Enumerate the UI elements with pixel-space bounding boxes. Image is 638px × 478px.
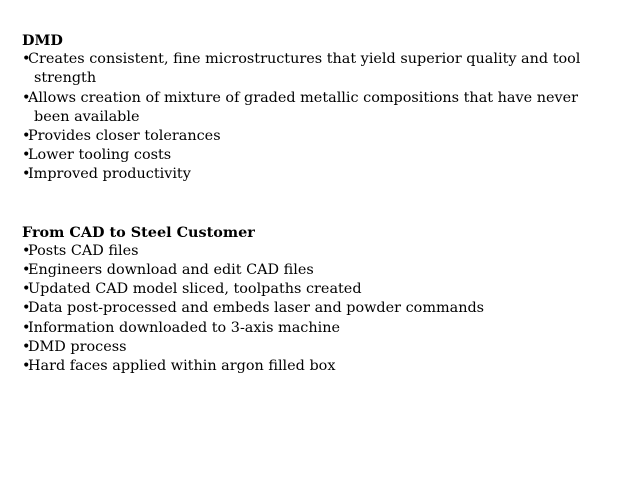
bullet-text: Hard faces applied within argon filled box (28, 358, 336, 375)
bullet-text (28, 89, 628, 127)
bullet-text: Information downloaded to 3-axis machine (28, 319, 340, 336)
section-heading: From CAD to Steel Customer (22, 223, 255, 241)
bullet-icon: • (22, 242, 31, 259)
list-item (22, 338, 628, 357)
bullet-text: Lower tooling costs (28, 147, 172, 164)
list-item (22, 357, 628, 376)
bullet-text (28, 50, 628, 88)
section-heading: DMD (22, 32, 63, 49)
bullet-icon: • (22, 262, 31, 279)
list-item (22, 127, 628, 146)
bullet-list (22, 50, 628, 184)
list-item (22, 50, 628, 88)
bullet-list (22, 242, 628, 376)
bullet-icon: • (22, 338, 31, 355)
bullet-line: Allows creation of mixture of graded metallic compositions that have never (28, 89, 579, 106)
bullet-text: Updated CAD model sliced, toolpaths created (28, 281, 362, 298)
bullet-icon: • (22, 319, 31, 336)
list-item (22, 146, 628, 165)
bullet-text: Improved productivity (28, 166, 191, 183)
bullet-text: Engineers download and edit CAD files (28, 262, 314, 279)
bullet-icon: • (22, 147, 31, 164)
list-item (22, 280, 628, 299)
list-item (22, 319, 628, 338)
list-item (22, 89, 628, 127)
list-item (22, 261, 628, 280)
bullet-icon: • (22, 166, 31, 183)
bullet-line: Creates consistent, fine microstructures that yield superior quality and tool (28, 51, 581, 68)
section-dmd (22, 31, 628, 185)
bullet-text: Provides closer tolerances (28, 128, 221, 145)
bullet-icon: • (22, 128, 31, 145)
section-cad-to-steel (22, 223, 628, 377)
list-item (22, 242, 628, 261)
bullet-icon: • (22, 300, 31, 317)
bullet-icon: • (22, 51, 31, 68)
list-item (22, 165, 628, 184)
bullet-icon: • (22, 358, 31, 375)
slide-body (22, 31, 628, 376)
bullet-line-continued: strength (34, 70, 97, 87)
bullet-line-continued: been available (34, 108, 140, 125)
bullet-icon: • (22, 281, 31, 298)
bullet-text: Data post-processed and embeds laser and powder commands (28, 300, 485, 317)
list-item (22, 299, 628, 318)
bullet-text: Posts CAD files (28, 242, 139, 259)
bullet-text: DMD process (28, 338, 127, 355)
bullet-icon: • (22, 89, 31, 106)
